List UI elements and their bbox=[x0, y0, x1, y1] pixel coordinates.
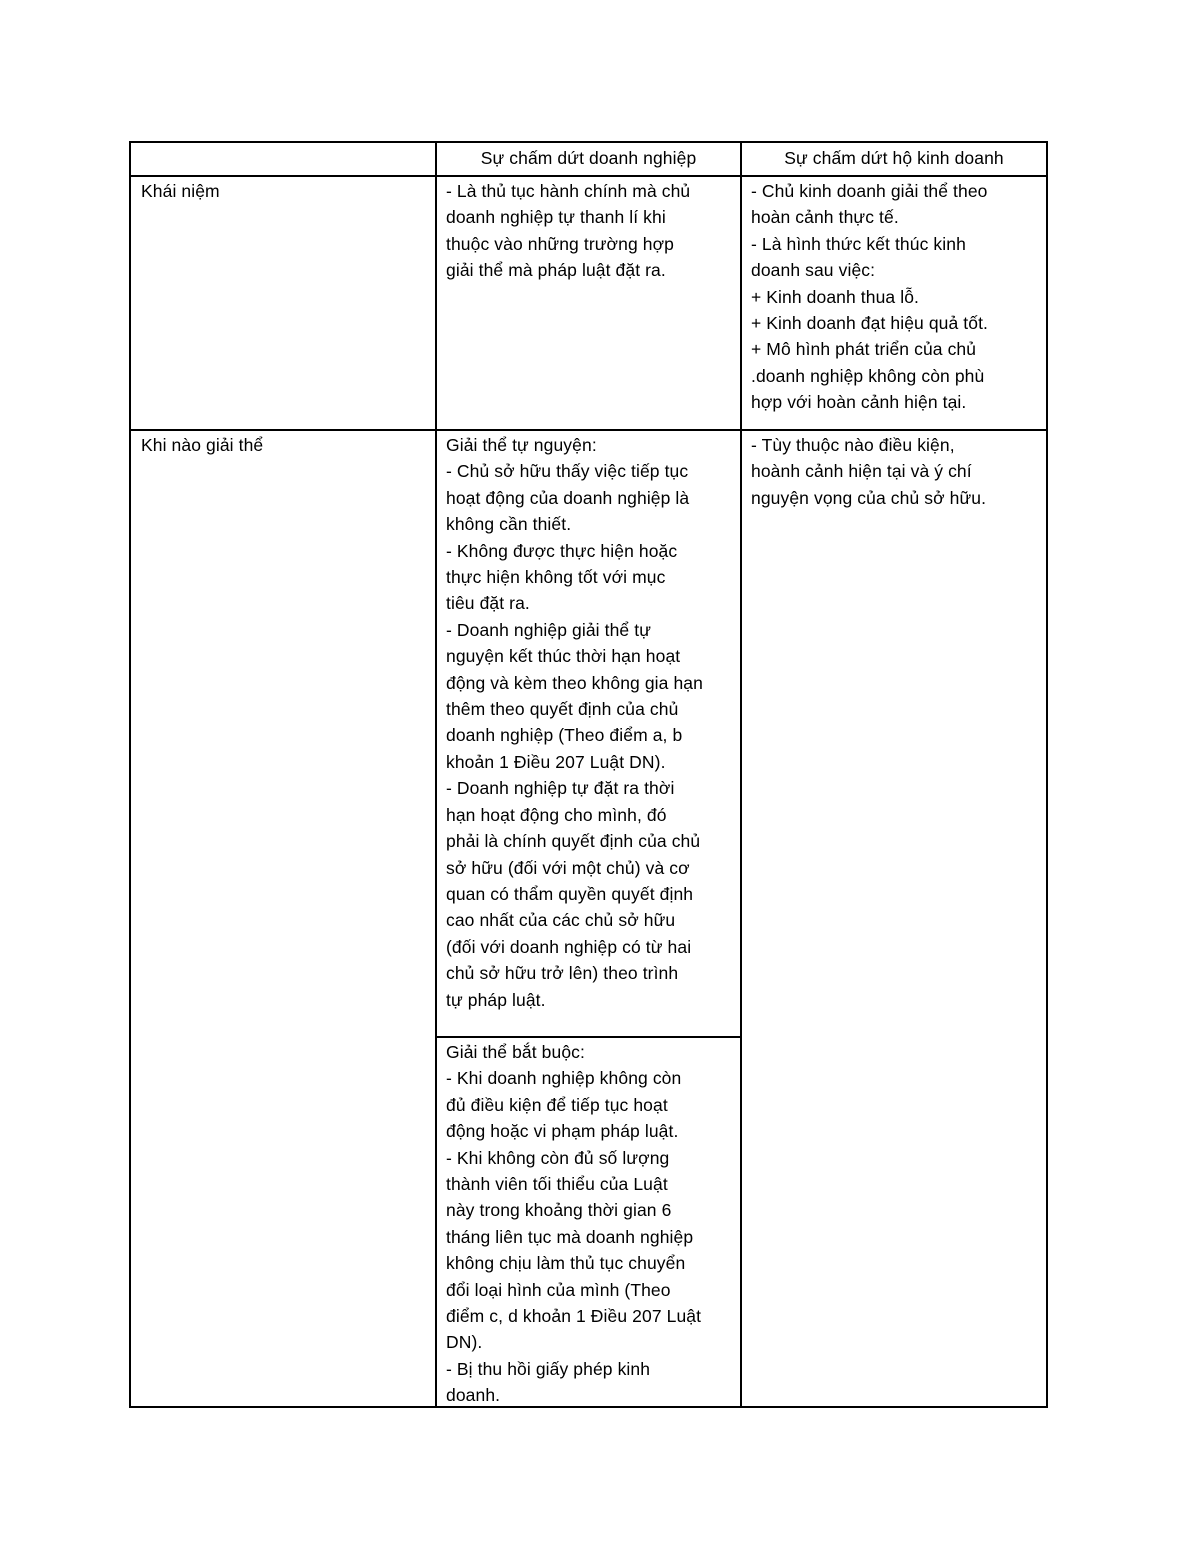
column2-divider bbox=[740, 141, 742, 1408]
table-border-left bbox=[129, 141, 131, 1408]
when-household-text: - Tùy thuộc nào điều kiện, hoành cảnh hiện tại và ý chí nguyện vọng của chủ sở hữu. bbox=[751, 435, 987, 508]
subcell-divider-rule bbox=[435, 1036, 741, 1038]
concept-household-text: - Chủ kinh doanh giải thể theo hoàn cảnh thực tế. - Là hình thức kết thúc kinh doanh sau việc: + Kinh doanh thua lỗ. + Kinh doanh đạt hiệu quả tốt. + Mô hình phát triển của chủ .doanh nghiệp không còn phù hợp với hoàn cảnh hiện tại. bbox=[751, 181, 989, 413]
table-border-top bbox=[129, 141, 1048, 143]
table-border-right bbox=[1046, 141, 1048, 1408]
header-bottom-rule bbox=[129, 175, 1048, 177]
row-label-concept: Khái niệm bbox=[141, 181, 220, 201]
row-label-when-dissolve: Khi nào giải thể bbox=[141, 435, 264, 455]
header-business-termination: Sự chấm dứt doanh nghiệp bbox=[480, 148, 697, 168]
comparison-table bbox=[129, 141, 1048, 1409]
voluntary-dissolution-text: Giải thể tự nguyện: - Chủ sở hữu thấy việc tiếp tục hoạt động của doanh nghiệp là không cần thiết. - Không được thực hiện hoặc thực hiện không tốt với mục tiêu đặt ra. - Doanh nghiệp giải thể tự nguyện kết thúc thời hạn hoạt động và kèm theo không gia hạn thêm theo quyết định của chủ doanh nghiệp (Theo điểm a, b khoản 1 Điều 207 Luật DN). - Doanh nghiệp tự đặt ra thời hạn hoạt động cho mình, đó phải là chính quyết định của chủ sở hữu (đối với một chủ) và cơ quan có thẩm quyền quyết định cao nhất của các chủ sở hữu (đối với doanh nghiệp có từ hai chủ sở hữu trở lên) theo trình tự pháp luật. bbox=[446, 435, 703, 1010]
column1-divider bbox=[435, 141, 437, 1408]
concept-business-text: - Là thủ tục hành chính mà chủ doanh nghiệp tự thanh lí khi thuộc vào những trường hợp giải thể mà pháp luật đặt ra. bbox=[446, 181, 691, 281]
row1-bottom-rule bbox=[129, 429, 1048, 431]
mandatory-dissolution-text: Giải thể bắt buộc: - Khi doanh nghiệp không còn đủ điều kiện để tiếp tục hoạt động hoặc vi phạm pháp luật. - Khi không còn đủ số lượng thành viên tối thiểu của Luật này trong khoảng thời gian 6 tháng liên tục mà doanh nghiệp không chịu làm thủ tục chuyển đổi loại hình của mình (Theo điểm c, d khoản 1 Điều 207 Luật DN). - Bị thu hồi giấy phép kinh doanh. bbox=[446, 1042, 702, 1406]
header-household-termination: Sự chấm dứt hộ kinh doanh bbox=[784, 148, 1004, 168]
